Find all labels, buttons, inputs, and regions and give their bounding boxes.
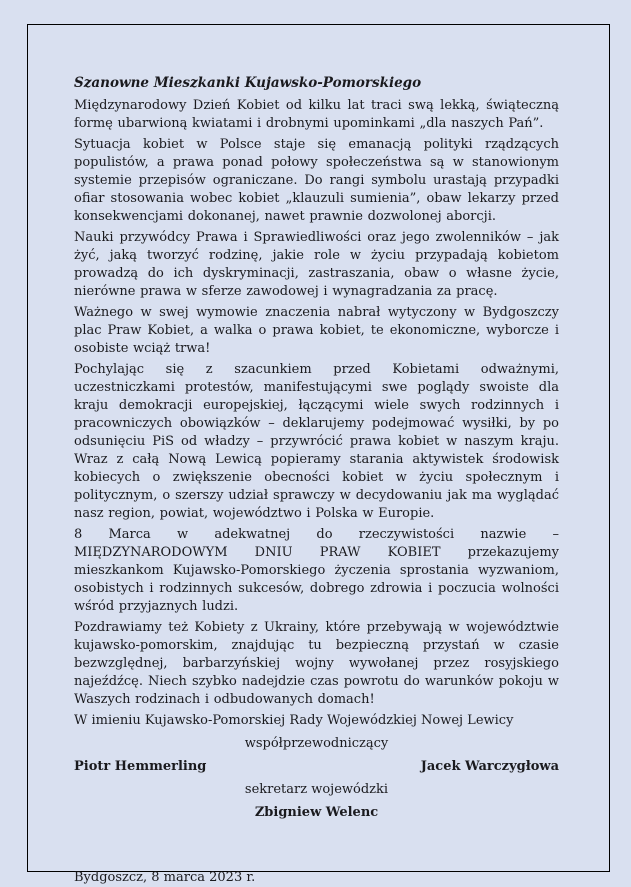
letter-paragraph-2: Sytuacja kobiet w Polsce staje się emanacją polityki rządzących populistów, a prawa ponad połowy społeczeństwa są w stanowionym systemie przepisów ograniczane. Do rangi symbolu urastają przypadki ofiar stosowania wobec kobiet „klauzuli sumienia”, obaw lekarzy przed konsekwencjami dokonanej, nawet prawnie dozwolonej aborcji.: [74, 137, 559, 224]
letter-paragraph-4: Ważnego w swej wymowie znaczenia nabrał wytyczony w Bydgoszczy plac Praw Kobiet, a walka o prawa kobiet, te ekonomiczne, wyborcze i osobiste wciąż trwa!: [74, 305, 559, 356]
signature-secretary-name: Zbigniew Welenc: [254, 805, 379, 820]
signoff-secretary-role: sekretarz wojewódzki: [244, 782, 389, 797]
letter-paragraph-3: Nauki przywódcy Prawa i Sprawiedliwości oraz jego zwolenników – jak żyć, jaką tworzyć rodzinę, jakie role w życiu przypadają kobietom prowadzą do ich dyskryminacji, zastraszania, obaw o własne życie, nierówne prawa w sferze zawodowej i wynagradzania za pracę.: [74, 230, 559, 299]
signoff-on-behalf: W imieniu Kujawsko-Pomorskiej Rady Wojewódzkiej Nowej Lewicy: [74, 713, 514, 728]
letter-dateline: Bydgoszcz, 8 marca 2023 r.: [74, 870, 256, 885]
letter-paragraph-6: 8 Marca w adekwatnej do rzeczywistości nazwie – MIĘDZYNARODOWYM DNIU PRAW KOBIET przekazujemy mieszkankom Kujawsko-Pomorskiego życzenia sprostania wyzwaniom, osobistych i rodzinnych sukcesów, dobrego zdrowia i poczucia wolności wśród przyjaznych ludzi.: [74, 527, 559, 614]
letter-salutation: Szanowne Mieszkanki Kujawsko-Pomorskiego: [74, 75, 422, 91]
signature-cochair-left: Piotr Hemmerling: [74, 759, 207, 774]
letter-paragraph-7: Pozdrawiamy też Kobiety z Ukrainy, które przebywają w województwie kujawsko-pomorskim, znajdując tu bezpieczną przystań w czasie bezwzględnej, barbarzyńskiej wojny wywołanej przez rosyjskiego najeźdźcę. Niech szybko nadejdzie czas powrotu do warunków pokoju w Waszych rodzinach i odbudowanych domach!: [74, 620, 559, 707]
signoff-cochair-role: współprzewodniczący: [244, 736, 389, 751]
letter-sheet: [27, 24, 610, 885]
letter-paragraph-1: Międzynarodowy Dzień Kobiet od kilku lat traci swą lekką, świąteczną formę ubarwioną kwiatami i drobnymi upominkami „dla naszych Pań”.: [74, 98, 559, 131]
letter-paragraph-5: Pochylając się z szacunkiem przed Kobietami odważnymi, uczestniczkami protestów, manifestującymi swe poglądy swoiste dla kraju demokracji europejskiej, łączącymi wiele swych rodzinnych i pracowniczych obowiązków – deklarujemy podejmować wysiłki, by po odsunięciu PiS od władzy – przywrócić prawa kobiet w naszym kraju. Wraz z całą Nową Lewicą popieramy starania aktywistek środowisk kobiecych o zwiększenie obecności kobiet w życiu społecznym i politycznym, o szerszy udział sprawczy w decydowaniu jak ma wyglądać nasz region, powiat, województwo i Polska w Europie.: [74, 362, 559, 521]
signature-cochair-right: Jacek Warczygłowa: [420, 759, 559, 774]
signoff-cochair-names: [74, 758, 559, 776]
